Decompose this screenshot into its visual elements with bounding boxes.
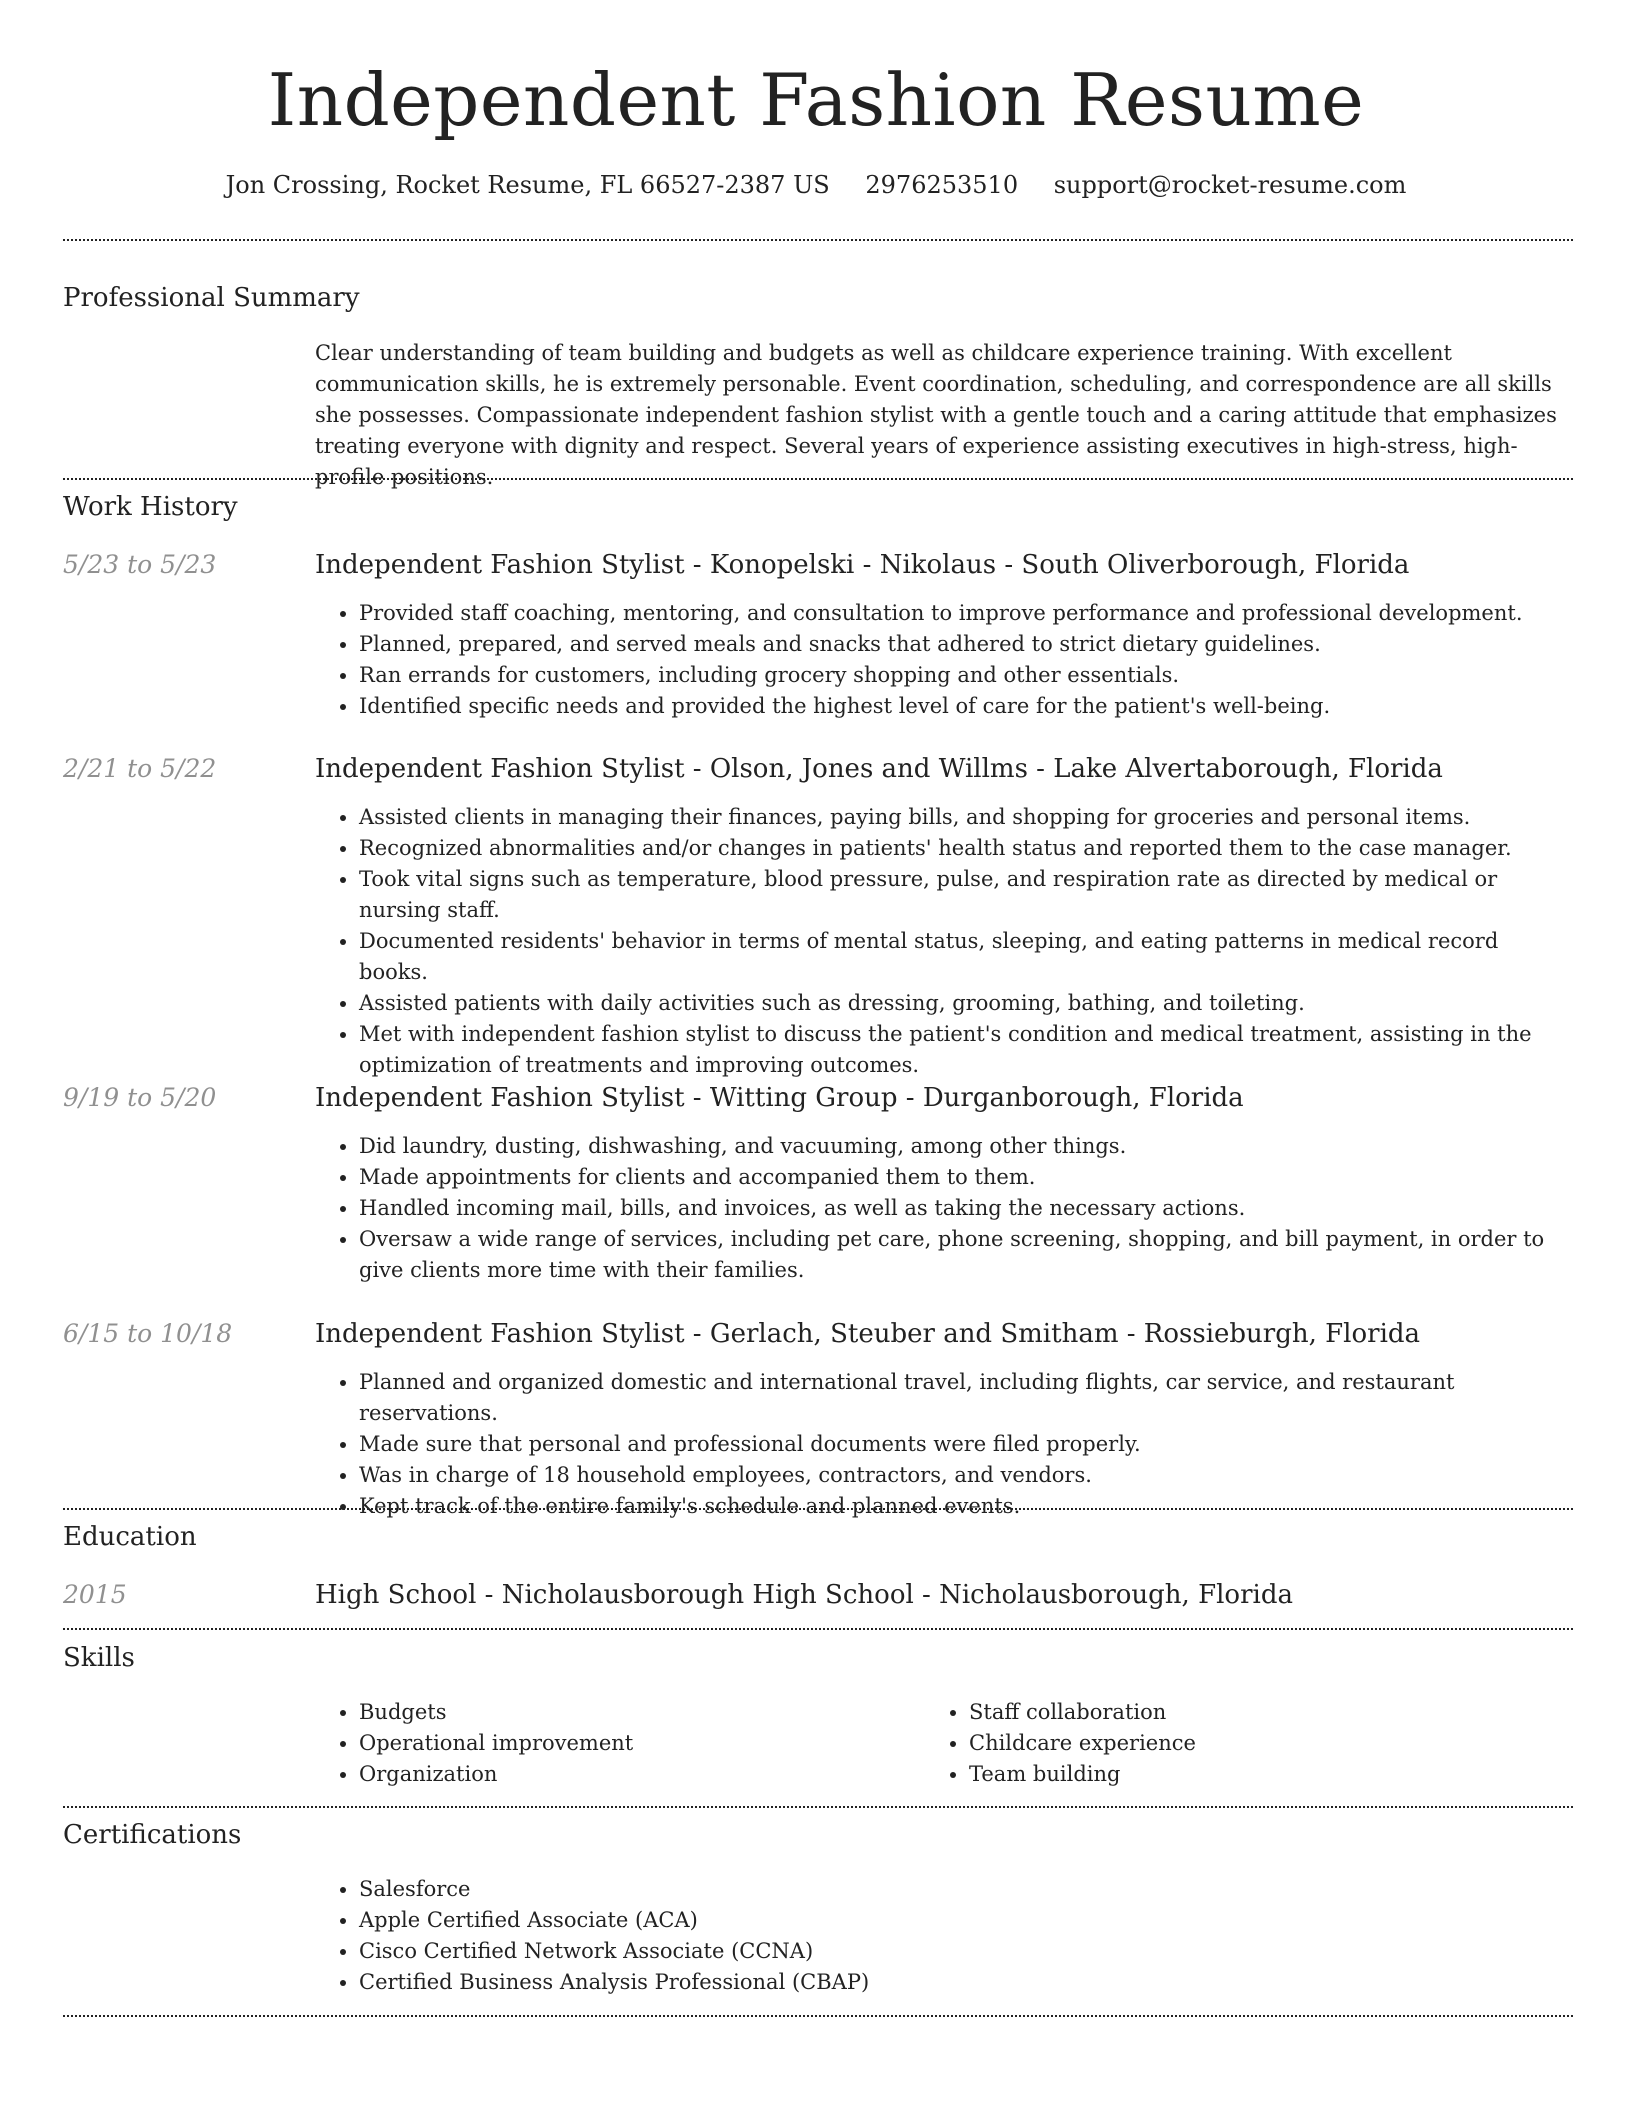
list-item: • Did laundry, dusting, dishwashing, and vacuuming, among other things.: [359, 1131, 1573, 1162]
education-heading: Education: [63, 1522, 197, 1552]
job-title: Independent Fashion Stylist - Konopelski - Nikolaus - South Oliverborough, Florida: [315, 550, 1410, 580]
list-item: • Organization: [359, 1759, 915, 1790]
list-item: • Planned, prepared, and served meals and snacks that adhered to strict dietary guidelines.: [359, 629, 1573, 660]
list-item: • Operational improvement: [359, 1728, 915, 1759]
job-title: Independent Fashion Stylist - Olson, Jones and Willms - Lake Alvertaborough, Florida: [315, 754, 1443, 784]
list-item: • Certified Business Analysis Professional (CBAP): [359, 1967, 1573, 1998]
list-item: • Made sure that personal and professional documents were filed properly.: [359, 1429, 1573, 1460]
job-title: Independent Fashion Stylist - Gerlach, Steuber and Smitham - Rossieburgh, Florida: [315, 1319, 1421, 1349]
education-entry: High School - Nicholausborough High School - Nicholausborough, Florida: [315, 1580, 1293, 1610]
list-item: • Assisted patients with daily activities such as dressing, grooming, bathing, and toileting.: [359, 988, 1573, 1019]
certifications-list: [315, 1874, 1573, 1998]
job-bullets: [315, 598, 1573, 722]
contact-line: [0, 168, 1632, 202]
job-title: Independent Fashion Stylist - Witting Group - Durganborough, Florida: [315, 1083, 1244, 1113]
contact-address: Jon Crossing, Rocket Resume, FL 66527-2387 US: [225, 171, 830, 199]
list-item: • Childcare experience: [969, 1728, 1525, 1759]
list-item: • Planned and organized domestic and international travel, including flights, car service, and restaurant reservations.: [359, 1367, 1573, 1429]
list-item: • Oversaw a wide range of services, including pet care, phone screening, shopping, and bill payment, in order to give clients more time with their families.: [359, 1224, 1573, 1286]
education-year: 2015: [63, 1580, 127, 1609]
list-item: • Identified specific needs and provided the highest level of care for the patient's well-being.: [359, 691, 1573, 722]
skills-heading: Skills: [63, 1643, 135, 1673]
list-item: • Kept track of the entire family's schedule and planned events.: [359, 1491, 1573, 1522]
job-bullets: [315, 1131, 1573, 1286]
section-divider: [63, 239, 1573, 241]
list-item: • Took vital signs such as temperature, blood pressure, pulse, and respiration rate as directed by medical or nursing staff.: [359, 864, 1573, 926]
section-divider: [63, 1508, 1573, 1510]
list-item: • Budgets: [359, 1697, 915, 1728]
job-bullets: [315, 1367, 1573, 1522]
job-dates: 6/15 to 10/18: [63, 1319, 233, 1348]
section-divider: [63, 2015, 1573, 2017]
list-item: • Apple Certified Associate (ACA): [359, 1905, 1573, 1936]
list-item: • Assisted clients in managing their finances, paying bills, and shopping for groceries and personal items.: [359, 802, 1573, 833]
skills-list-right: [925, 1697, 1525, 1790]
certifications-heading: Certifications: [63, 1820, 242, 1850]
list-item: • Salesforce: [359, 1874, 1573, 1905]
job-dates: 2/21 to 5/22: [63, 754, 217, 783]
list-item: • Was in charge of 18 household employees, contractors, and vendors.: [359, 1460, 1573, 1491]
summary-text: Clear understanding of team building and budgets as well as childcare experience training. With excellent communication skills, he is extremely personable. Event coordination, scheduling, and correspondence are all skills she possesses. Compassionate independent fashion stylist with a gentle touch and a caring attitude that emphasizes treating everyone with dignity and respect. Several years of experience assisting executives in high-stress, high-profile positions.: [315, 341, 1557, 489]
contact-email[interactable]: support@rocket-resume.com: [1053, 171, 1407, 199]
list-item: • Handled incoming mail, bills, and invoices, as well as taking the necessary actions.: [359, 1193, 1573, 1224]
job-bullets: [315, 802, 1573, 1081]
list-item: • Cisco Certified Network Associate (CCNA): [359, 1936, 1573, 1967]
list-item: • Made appointments for clients and accompanied them to them.: [359, 1162, 1573, 1193]
list-item: • Provided staff coaching, mentoring, and consultation to improve performance and professional development.: [359, 598, 1573, 629]
skills-list-left: [315, 1697, 915, 1790]
work-history-heading: Work History: [63, 492, 238, 522]
contact-phone: 2976253510: [865, 171, 1019, 199]
section-divider: [63, 1628, 1573, 1630]
list-item: • Met with independent fashion stylist to discuss the patient's condition and medical treatment, assisting in the optimization of treatments and improving outcomes.: [359, 1019, 1573, 1081]
resume-title: Independent Fashion Resume: [267, 58, 1365, 142]
summary-heading: Professional Summary: [63, 283, 360, 313]
list-item: • Recognized abnormalities and/or changes in patients' health status and reported them to the case manager.: [359, 833, 1573, 864]
section-divider: [63, 478, 1573, 480]
job-dates: 9/19 to 5/20: [63, 1083, 217, 1112]
job-dates: 5/23 to 5/23: [63, 550, 217, 579]
list-item: • Documented residents' behavior in terms of mental status, sleeping, and eating patterns in medical record books.: [359, 926, 1573, 988]
list-item: • Staff collaboration: [969, 1697, 1525, 1728]
list-item: • Ran errands for customers, including grocery shopping and other essentials.: [359, 660, 1573, 691]
section-divider: [63, 1806, 1573, 1808]
list-item: • Team building: [969, 1759, 1525, 1790]
